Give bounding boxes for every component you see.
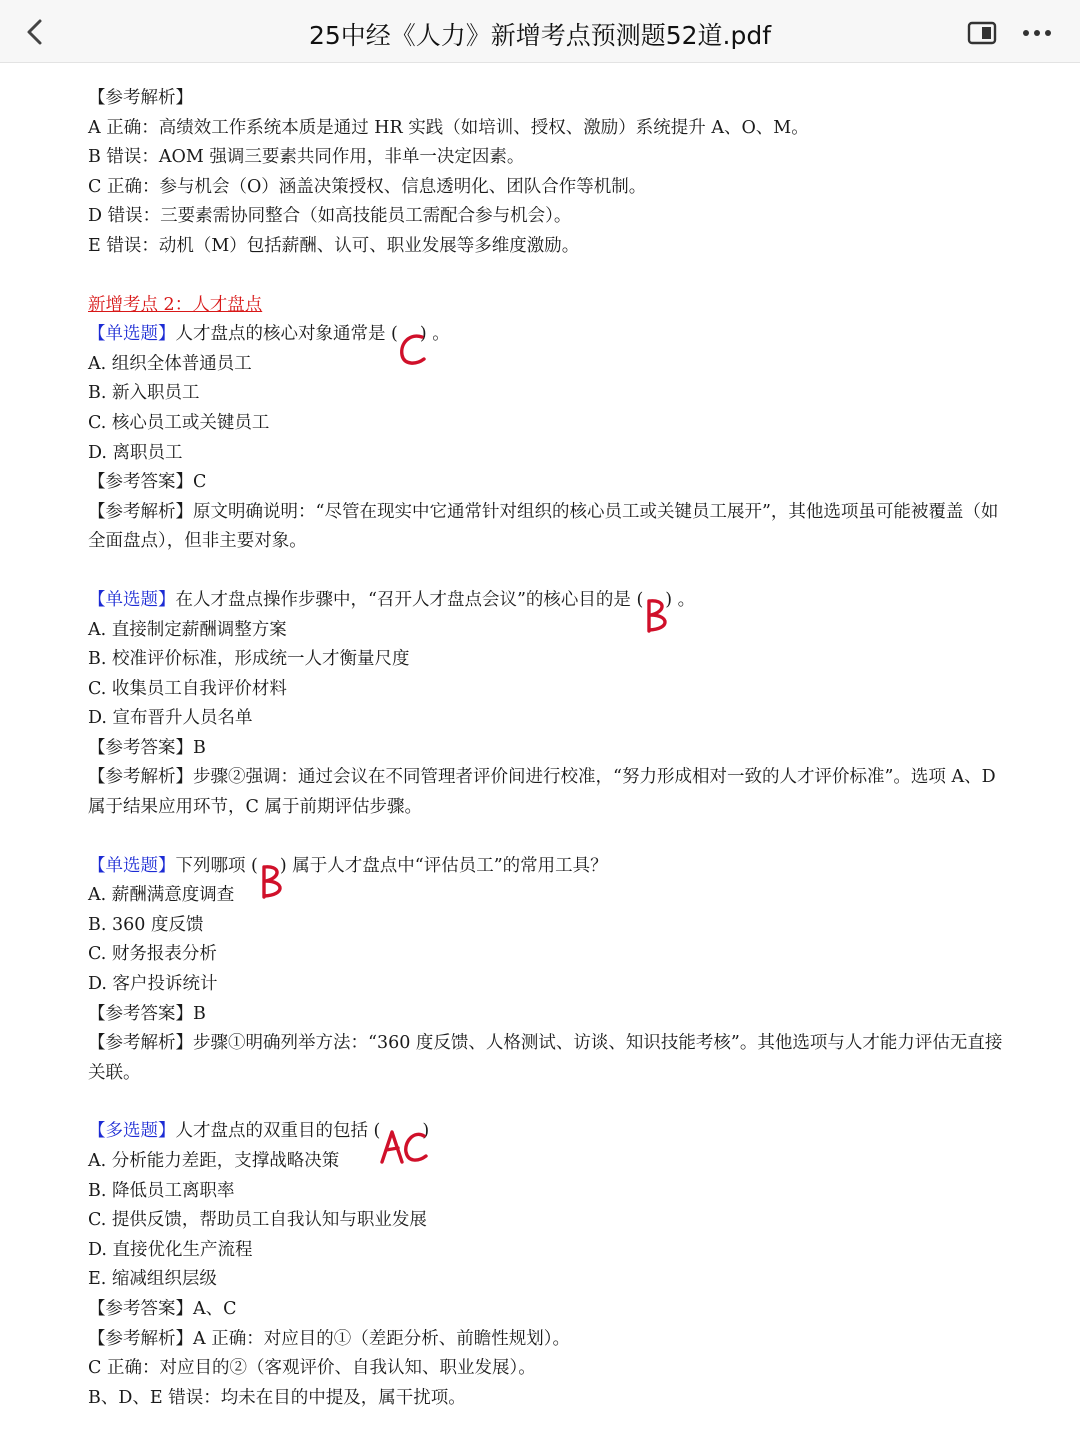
analysis-heading: 【参考解析】: [88, 88, 193, 108]
option-item: A. 分析能力差距，支撑战略决策: [88, 1151, 340, 1171]
reader-mode-icon[interactable]: [966, 18, 1000, 48]
section-title: 新增考点 2：人才盘点: [88, 294, 263, 315]
option-item: D. 宣布晋升人员名单: [88, 708, 253, 729]
option-item: E. 缩减组织层级: [88, 1269, 217, 1290]
option-item: B. 校准评价标准，形成统一人才衡量尺度: [88, 649, 410, 670]
question-type-tag: 【多选题】: [88, 1121, 176, 1142]
option-item: B. 新入职员工: [88, 383, 200, 404]
option-item: A. 直接制定薪酬调整方案: [88, 619, 287, 640]
analysis-line: D 错误：三要素需协同整合（如高技能员工需配合参与机会）。: [88, 206, 572, 227]
analysis-line: 【参考解析】A 正确：对应目的①（差距分析、前瞻性规划）。: [88, 1328, 570, 1349]
question-stem: 【多选题】人才盘点的双重目的包括 ( ): [88, 1117, 1003, 1147]
option-item: C. 提供反馈，帮助员工自我认知与职业发展: [88, 1210, 427, 1231]
answer-line: 【参考答案】C: [88, 472, 207, 493]
analysis-paragraph: 【参考解析】步骤①明确列举方法：“360 度反馈、人格测试、访谈、知识技能考核”。其他选项与人才能力评估无直接关联。: [88, 1033, 1003, 1083]
question-stem: 【单选题】下列哪项 ( ) 属于人才盘点中“评估员工”的常用工具？: [88, 852, 1003, 882]
top-bar: [0, 0, 1080, 63]
analysis-line: C 正确：参与机会（O）涵盖决策授权、信息透明化、团队合作等机制。: [88, 176, 647, 197]
chevron-left-icon[interactable]: [18, 15, 52, 49]
option-item: B. 360 度反馈: [88, 914, 204, 935]
answer-line: 【参考答案】B: [88, 1003, 206, 1024]
analysis-line: B、D、E 错误：均未在目的中提及，属干扰项。: [88, 1387, 466, 1408]
option-item: B. 降低员工离职率: [88, 1180, 235, 1201]
option-item: D. 直接优化生产流程: [88, 1239, 253, 1260]
option-item: C. 收集员工自我评价材料: [88, 678, 287, 699]
question-stem: 【单选题】人才盘点的核心对象通常是 ( ) 。: [88, 320, 1003, 350]
answer-line: 【参考答案】A、C: [88, 1298, 237, 1319]
answer-line: 【参考答案】B: [88, 737, 206, 758]
question-type-tag: 【单选题】: [88, 855, 176, 876]
option-item: C. 财务报表分析: [88, 944, 217, 965]
analysis-line: A 正确：高绩效工作系统本质是通过 HR 实践（如培训、授权、激励）系统提升 A、O、M。: [88, 117, 809, 138]
question-type-tag: 【单选题】: [88, 589, 176, 610]
analysis-line: C 正确：对应目的②（客观评价、自我认知、职业发展）。: [88, 1358, 536, 1379]
document-title: 25中经《人力》新增考点预测题52道.pdf: [308, 21, 772, 50]
option-item: D. 客户投诉统计: [88, 974, 218, 995]
question-stem: 【单选题】在人才盘点操作步骤中，“召开人才盘点会议”的核心目的是 ( ) 。: [88, 586, 1003, 616]
option-item: C. 核心员工或关键员工: [88, 412, 270, 433]
analysis-paragraph: 【参考解析】步骤②强调：通过会议在不同管理者评价间进行校准，“努力形成相对一致的人才评价标准”。选项 A、D 属于结果应用环节，C 属于前期评估步骤。: [88, 767, 996, 818]
analysis-paragraph: 【参考解析】原文明确说明：“尽管在现实中它通常针对组织的核心员工或关键员工展开”，其他选项虽可能被覆盖（如全面盘点），但非主要对象。: [88, 501, 999, 552]
question-type-tag: 【单选题】: [88, 324, 176, 345]
option-item: A. 薪酬满意度调查: [88, 885, 235, 906]
option-item: A. 组织全体普通员工: [88, 353, 252, 374]
analysis-line: B 错误：AOM 强调三要素共同作用，非单一决定因素。: [88, 147, 525, 168]
analysis-line: E 错误：动机（M）包括薪酬、认可、职业发展等多维度激励。: [88, 235, 580, 256]
more-dots-icon[interactable]: [1016, 18, 1060, 48]
option-item: D. 离职员工: [88, 442, 183, 463]
document-page: [88, 84, 1003, 1413]
